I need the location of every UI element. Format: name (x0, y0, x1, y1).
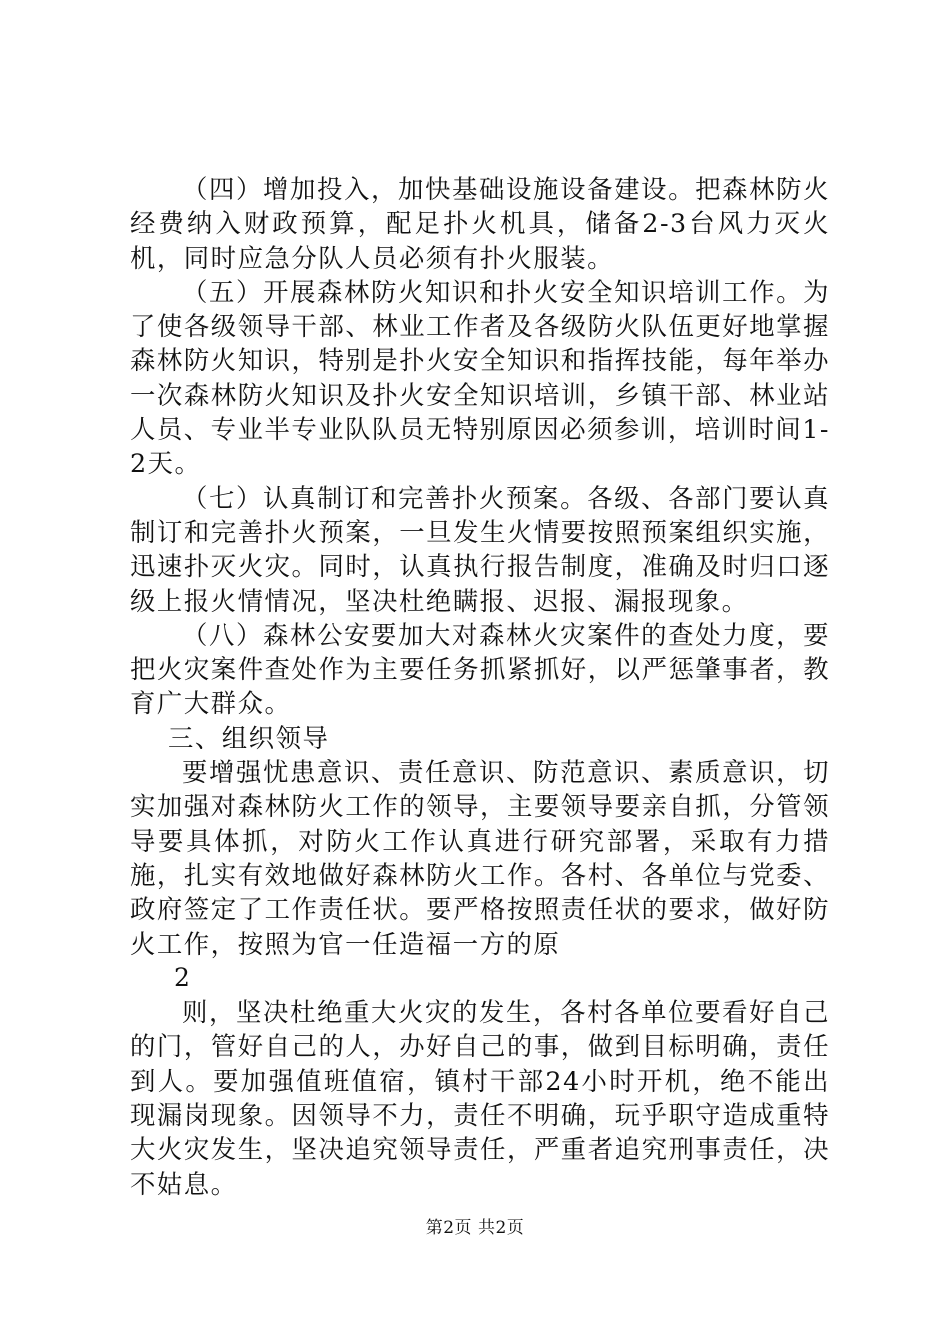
paragraph-section-4: （四）增加投入，加快基础设施设备建设。把森林防火经费纳入财政预算，配足扑火机具，储备2-3台风力灭火机，同时应急分队人员必须有扑火服装。 (130, 174, 830, 273)
paragraph-organization: 要增强忧患意识、责任意识、防范意识、素质意识，切实加强对森林防火工作的领导，主要领导要亲自抓，分管领导要具体抓，对防火工作认真进行研究部署，采取有力措施，扎实有效地做好森林防火工作。各村、各单位与党委、政府签定了工作责任状。要严格按照责任状的要求，做好防火工作，按照为官一任造福一方的原 (130, 757, 830, 959)
paragraph-continuation: 则，坚决杜绝重大火灾的发生，各村各单位要看好自己的门，管好自己的人，办好自己的事，做到目标明确，责任到人。要加强值班值宿，镇村干部24小时开机，绝不能出现漏岗现象。因领导不力，责任不明确，玩乎职守造成重特大火灾发生，坚决追究领导责任，严重者追究刑事责任，决不姑息。 (130, 997, 830, 1199)
paragraph-section-8: （八）森林公安要加大对森林火灾案件的查处力度，要把火灾案件查处作为主要任务抓紧抓好，以严惩肇事者，教育广大群众。 (130, 619, 830, 719)
document-body (130, 172, 830, 1201)
section-heading-organization: 三、组织领导 (168, 722, 330, 753)
paragraph-section-5: （五）开展森林防火知识和扑火安全知识培训工作。为了使各级领导干部、林业工作者及各级防火队伍更好地掌握森林防火知识，特别是扑火安全知识和指挥技能，每年举办一次森林防火知识及扑火安全知识培训，乡镇干部、林业站人员、专业半专业队队员无特别原因必须参训，培训时间1-2天。 (130, 276, 830, 479)
paragraph-section-7: （七）认真制订和完善扑火预案。各级、各部门要认真制订和完善扑火预案，一旦发生火情要按照预案组织实施，迅速扑灭火灾。同时，认真执行报告制度，准确及时归口逐级上报火情情况，坚决杜绝瞒报、迟报、漏报现象。 (130, 482, 830, 616)
inline-page-number: 2 (174, 962, 190, 992)
page-footer: 第2页 共2页 (425, 1218, 525, 1238)
